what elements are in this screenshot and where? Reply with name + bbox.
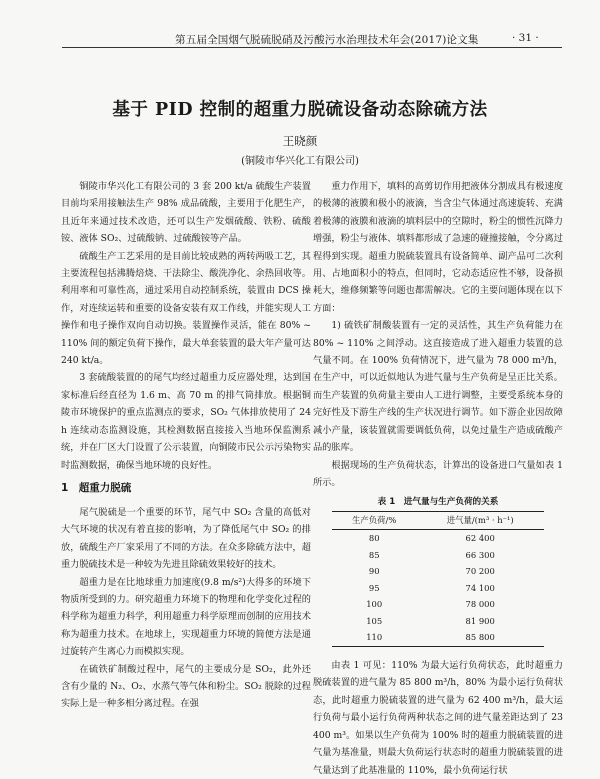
table-caption: 表 1 进气量与生产负荷的关系 <box>377 497 499 508</box>
running-header <box>0 0 600 52</box>
paragraph: 尾气脱硫是一个重要的环节，尾气中 SO₂ 含量的高低对大气环境的状况有着直接的影响，为了降低尾气中 SO₂ 的排放，硫酸生产厂家采用了不同的方法。在众多除硫方法中，超重力脱硫技术是一种较为先进且除硫效果较好的技术。 <box>61 506 311 571</box>
journal-title: 第五届全国烟气脱硫脱硝及污酸污水治理技术年会(2017)论文集 <box>175 34 479 46</box>
paragraph: 在硫铁矿制酸过程中，尾气的主要成分是 SO₂，此外还含有少量的 N₂、O₂、水蒸气等气体和粉尘。SO₂ 脱除的过程实际上是一种多相分离过程。在强 <box>61 663 311 710</box>
left-column <box>61 178 311 713</box>
table-cell: 85 <box>368 549 380 560</box>
article-title: 基于 PID 控制的超重力脱硫设备动态除硫方法 <box>112 100 488 120</box>
table-cell: 74 100 <box>465 582 495 593</box>
column-header: 生产负荷/% <box>332 512 416 530</box>
table-row <box>332 547 544 564</box>
article-author: 王晓颜 <box>282 134 318 148</box>
table-row <box>332 580 544 597</box>
table-row <box>332 529 544 546</box>
table-cell: 100 <box>366 599 383 610</box>
table-cell: 80 <box>368 532 380 543</box>
table-cell: 105 <box>366 615 383 626</box>
table-cell: 62 400 <box>465 532 495 543</box>
right-column <box>313 178 563 779</box>
table-cell: 85 800 <box>465 632 495 643</box>
paragraph: 1) 硫铁矿制酸装置有一定的灵活性，其生产负荷能力在 80% ~ 110% 之间浮动。这直接造成了进入超重力装置的总气量不同。在 100% 负荷情况下，进气量为 78 000 m³/h，在生产中，可以近似地认为进气量与生产负荷是呈正比关系。而生产装置的负荷量主要由人工进行调整，主要受系统本身的完好性及下游生产线的生产状况进行调节。如下游企业因故障减小产量，该装置就需要调低负荷，以免过量生产造成硫酸产品的胀库。 <box>313 320 563 454</box>
header-rule <box>62 47 562 48</box>
column-header: 进气量/(m³ · h⁻¹) <box>416 512 544 530</box>
paragraph: 重力作用下，填料的高剪切作用把液体分割成具有极速度的极薄的液膜和极小的液滴，当含尘气体通过高速旋转、充满着极薄的液膜和液滴的填料层中的空隙时，粉尘的惯性沉降力增强，粉尘与液体、填料都形成了急速的碰撞接触，令分离过程得到实现。超重力脱硫装置具有设备简单、副产品可二次利用、占地面积小的特点，但同时，它动态适应性不够，设备损耗大，维修频繁等问题也都需解决。它的主要问题体现在以下方面： <box>313 181 563 314</box>
table-row <box>332 596 544 613</box>
table-row <box>332 629 544 646</box>
paragraph: 超重力是在比地球重力加速度(9.8 m/s²)大得多的环境下物质所受到的力。研究超重力环境下的物理和化学变化过程的科学称为超重力科学，利用超重力科学原理而创制的应用技术称为超重力技术。在地球上，实现超重力环境的简便方法是通过旋转产生离心力而模拟实现。 <box>61 576 311 658</box>
paragraph: 根据现场的生产负荷状态，计算出的设备进口气量如表 1 所示。 <box>313 459 563 488</box>
page-number: · 31 · <box>512 32 539 44</box>
table-cell: 95 <box>368 582 380 593</box>
paragraph: 硫酸生产工艺采用的是目前比较成熟的两转两吸工艺，其主要流程包括沸腾焙烧、干法除尘、酸洗净化、余热回收等。利用率和可靠性高，通过采用自动控制系统，装置由 DCS 操作，对连续运转和重要的设备安装有双工作线，并能实现人工操作和电子操作双向自动切换。装置操作灵活，能在 80% ~ 110% 间的额定负荷下操作，最大单套装置的最大年产量可达 240 kt/a。 <box>61 250 311 367</box>
paragraph: 铜陵市华兴化工有限公司的 3 套 200 kt/a 硫酸生产装置目前均采用接触法生产 98% 成品硫酸，主要用于化肥生产，且近年来通过技术改造，还可以生产发烟硫酸、铁粉、硫酸铵、液体 SO₂、过硫酸钠、过硫酸铵等产品。 <box>61 181 311 245</box>
data-table <box>332 511 544 647</box>
paragraph: 由表 1 可见：110% 为最大运行负荷状态，此时超重力脱硫装置的进气量为 85 800 m³/h，80% 为最小运行负荷状态，此时超重力脱硫装置的进气量为 62 400 m³/h，最大运行负荷与最小运行负荷两种状态之间的进气量差距达到了 23 400 m³。如果以生产负荷为 100% 时的超重力脱硫装置的进气量为基准量，则最大负荷运行状态时的超重力脱硫装置的进气量达到了此基准量的 110%，最小负荷运行状 <box>313 660 563 776</box>
table-cell: 66 300 <box>465 549 495 560</box>
table-row <box>332 563 544 580</box>
table-header-row <box>332 512 544 530</box>
paragraph: 3 套硫酸装置的的尾气均经过超重力反应器处理，达到国家标准后经直径为 1.6 m、高 70 m 的排气筒排放。根据铜陵市环境保护的重点监测点的要求，SO₂ 气体排放使用了 24 h 连续动态监测设施，其检测数据直接接入当地环保监测系统，并在厂区大门设置了公示装置，向铜陵市民公示污染物实时监测数据，确保当地环境的良好性。 <box>61 372 311 471</box>
table-cell: 78 000 <box>465 599 495 610</box>
table-cell: 81 900 <box>465 615 495 626</box>
table-spacer <box>313 647 563 657</box>
table-cell: 70 200 <box>465 566 495 577</box>
table-cell: 90 <box>368 566 380 577</box>
table-cell: 110 <box>366 632 383 643</box>
article-affiliation: (铜陵市华兴化工有限公司) <box>241 156 359 167</box>
table-row <box>332 613 544 630</box>
section-heading: 1 超重力脱硫 <box>61 481 132 494</box>
